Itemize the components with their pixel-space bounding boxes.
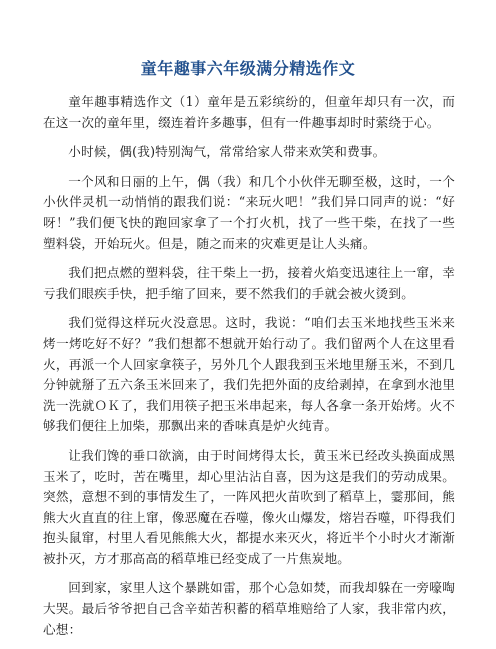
paragraph: 我们觉得这样玩火没意思。这时，我说：“咱们去玉米地找些玉米来烤一烤吃好不好？”我们想都不想就开始行动了。我们留两个人在这里看火，再派一个人回家拿筷子，另外几个人跟我到玉米地里掰玉米，不到几分钟就掰了五六条玉米回来了，我们先把外面的皮给剥掉，在拿到水池里洗一洗就ＯＫ了，我们用筷子把玉米串起来，每人各拿一条开始烤。火不够我们便往上加柴，那飘出来的香味真是炉火纯青。 [43,315,455,434]
paragraph: 回到家，家里人这个暴跳如雷，那个心急如焚，而我却躲在一旁嚎啕大哭。最后爷爷把自己含辛茹苦积蓄的稻草堆赔给了人家，我非常内疚，心想： [43,580,455,637]
paragraph: 我们把点燃的塑料袋，往干柴上一扔，接着火焰变迅速往上一窜，幸亏我们眼疾手快，把手缩了回来，要不然我们的手就会被火烫到。 [43,265,455,301]
article-body [43,92,455,649]
paragraph: 让我们馋的垂口欲滴，由于时间烤得太长，黄玉米已经改头换面成黑玉米了，吃时，苦在嘴里，却心里沾沾自喜，因为这是我们的劳动成果。突然，意想不到的事情发生了，一阵风把火苗吹到了稻草上，霎那间，熊熊大火直直的往上窜，像恶魔在吞噬，像火山爆发，熔岩吞噬，吓得我们抱头鼠窜，村里人看见熊熊大火，都提水来灭火，将近半个小时火才渐渐被扑灭，方才那高高的稻草堆已经变成了一片焦炭地。 [43,447,455,566]
page-title: 童年趣事六年级满分精选作文 [140,59,356,78]
paragraph: 一个风和日丽的上午，偶（我）和几个小伙伴无聊至极，这时，一个小伙伴灵机一动悄悄的跟我们说：“来玩火吧！”我们异口同声的说：“好呀！”我们便飞快的跑回家拿了一个打火机，找了一些干柴，在找了一些塑料袋，开始玩火。但是，随之而来的灾难更是让人头痛。 [43,173,455,251]
paragraph: 小时候，偶(我)特别淘气，常常给家人带来欢笑和费事。 [68,144,386,160]
paragraph: 童年趣事精选作文（1）童年是五彩缤纷的，但童年却只有一次，而在这一次的童年里，缀连着许多趣事，但有一件趣事却时时萦绕于心。 [43,94,455,130]
